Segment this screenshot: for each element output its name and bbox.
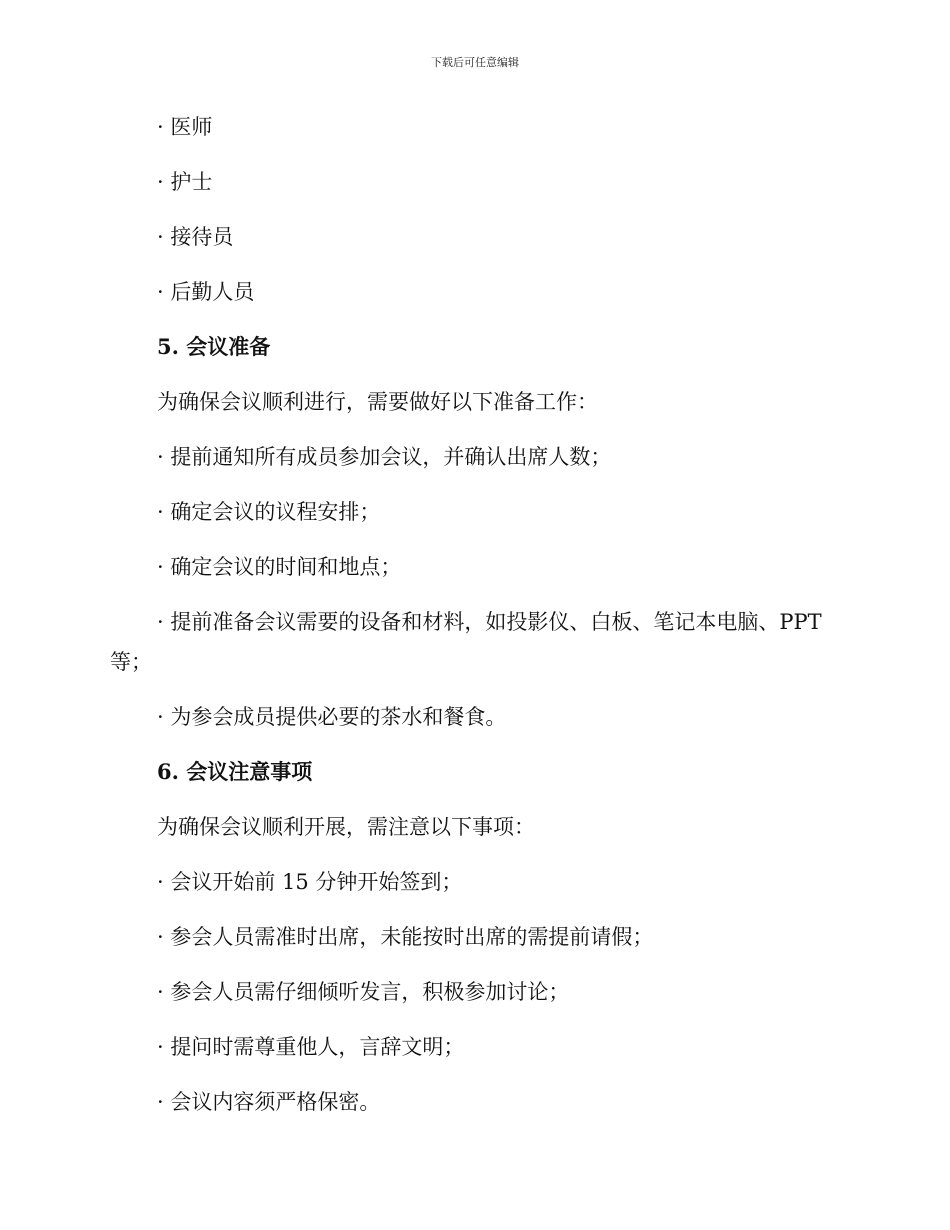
page-header: 下载后可任意编辑 [431, 56, 519, 69]
section-heading-meeting-preparation: 5. 会议准备 [157, 334, 271, 359]
section-intro-notes: 为确保会议顺利开展，需注意以下事项： [157, 815, 535, 839]
list-item-equipment-line-1: · 提前准备会议需要的设备和材料，如投影仪、白板、笔记本电脑、PPT [157, 610, 822, 634]
document-body [0, 107, 950, 1137]
list-item-listen-discuss: · 参会人员需仔细倾听发言，积极参加讨论； [157, 980, 570, 1004]
list-item-refreshments: · 为参会成员提供必要的茶水和餐食。 [157, 705, 507, 729]
list-item-doctor: · 医师 [157, 115, 213, 139]
list-item-time-place: · 确定会议的时间和地点； [157, 555, 402, 579]
list-item-notify-members: · 提前通知所有成员参加会议，并确认出席人数； [157, 445, 612, 469]
list-item-equipment [0, 602, 950, 697]
list-item-punctuality: · 参会人员需准时出席，未能按时出席的需提前请假； [157, 925, 654, 949]
list-item-respect: · 提问时需尊重他人，言辞文明； [157, 1035, 465, 1059]
section-heading-meeting-notes: 6. 会议注意事项 [157, 759, 313, 784]
list-item-receptionist: · 接待员 [157, 225, 234, 249]
list-item-confidentiality: · 会议内容须严格保密。 [157, 1090, 381, 1114]
list-item-nurse: · 护士 [157, 170, 213, 194]
list-item-equipment-line-2: 等； [110, 650, 152, 674]
list-item-logistics-staff: · 后勤人员 [157, 280, 255, 304]
list-item-sign-in: · 会议开始前 15 分钟开始签到； [157, 870, 463, 894]
list-item-agenda: · 确定会议的议程安排； [157, 500, 381, 524]
section-intro-preparation: 为确保会议顺利进行，需要做好以下准备工作： [157, 390, 598, 414]
